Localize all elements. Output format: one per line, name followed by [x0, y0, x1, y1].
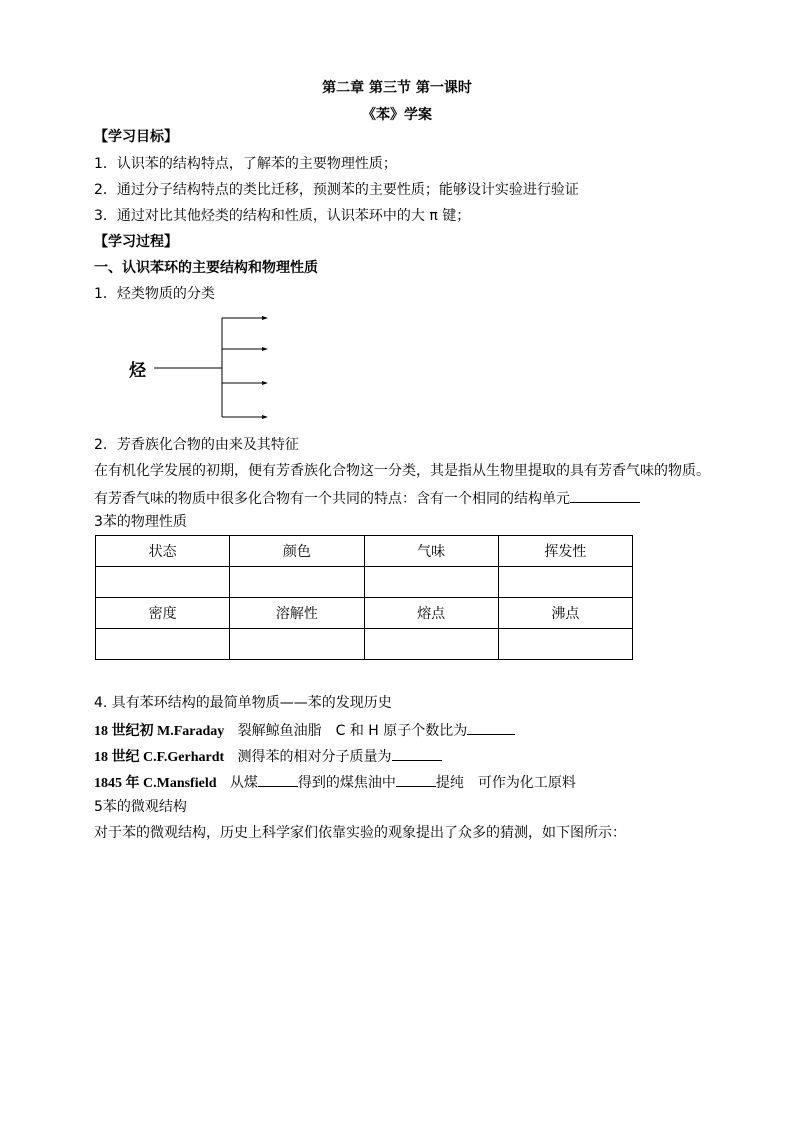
- table-header-cell: 挥发性: [498, 536, 632, 567]
- item-heading: 3苯的物理性质: [94, 514, 187, 530]
- history-line: 1845 年 C.Mansfield 从煤 得到的煤焦油中 提纯 可作为化工原料: [94, 772, 576, 793]
- table-answer-cell[interactable]: [230, 567, 364, 598]
- table-header-cell: 密度: [96, 598, 230, 629]
- hydrocarbon-label: 烃: [129, 361, 146, 381]
- paragraph: 有芳香气味的物质中很多化合物有一个共同的特点：含有一个相同的结构单元: [94, 488, 640, 508]
- classification-diagram: [120, 310, 280, 425]
- table-header-cell: 沸点: [498, 598, 632, 629]
- table-answer-cell[interactable]: [96, 629, 230, 660]
- page-subtitle: 《苯》学案: [362, 107, 432, 123]
- table-answer-cell[interactable]: [364, 629, 498, 660]
- item-heading: 4. 具有苯环结构的最简单物质——苯的发现历史: [94, 695, 392, 711]
- answer-blank[interactable]: [392, 746, 442, 761]
- objective-item: 1．认识苯的结构特点，了解苯的主要物理性质；: [94, 156, 397, 172]
- answer-blank[interactable]: [258, 772, 298, 787]
- table-header-cell: 颜色: [230, 536, 364, 567]
- history-line: 18 世纪 C.F.Gerhardt 测得苯的相对分子质量为: [94, 746, 442, 767]
- item-heading: 2．芳香族化合物的由来及其特征: [94, 437, 299, 453]
- physical-properties-table: [95, 535, 633, 660]
- process-heading: 【学习过程】: [94, 234, 178, 250]
- table-header-cell: 熔点: [364, 598, 498, 629]
- table-row: [96, 567, 633, 598]
- table-answer-cell[interactable]: [498, 629, 632, 660]
- answer-blank[interactable]: [570, 488, 640, 503]
- table-answer-cell[interactable]: [230, 629, 364, 660]
- table-header-cell: 溶解性: [230, 598, 364, 629]
- table-row: [96, 536, 633, 567]
- objectives-heading: 【学习目标】: [94, 129, 178, 145]
- table-answer-cell[interactable]: [364, 567, 498, 598]
- item-heading: 5苯的微观结构: [94, 799, 187, 815]
- answer-blank[interactable]: [467, 720, 515, 735]
- answer-blank[interactable]: [396, 772, 436, 787]
- page-title: 第二章 第三节 第一课时: [322, 80, 472, 96]
- paragraph: 对于苯的微观结构，历史上科学家们依靠实验的观象提出了众多的猜测，如下图所示：: [94, 825, 626, 841]
- objective-item: 2．通过分子结构特点的类比迁移，预测苯的主要性质；能够设计实验进行验证: [94, 182, 579, 198]
- table-answer-cell[interactable]: [498, 567, 632, 598]
- table-answer-cell[interactable]: [96, 567, 230, 598]
- table-row: [96, 629, 633, 660]
- paragraph: 在有机化学发展的初期，便有芳香族化合物这一分类，其是指从生物里提取的具有芳香气味的物质。: [94, 463, 710, 479]
- item-heading: 1．烃类物质的分类: [94, 286, 215, 302]
- objective-item: 3．通过对比其他烃类的结构和性质，认识苯环中的大 π 键；: [94, 208, 471, 224]
- section-heading: 一、认识苯环的主要结构和物理性质: [94, 260, 318, 276]
- table-header-cell: 状态: [96, 536, 230, 567]
- table-row: [96, 598, 633, 629]
- table-header-cell: 气味: [364, 536, 498, 567]
- history-line: 18 世纪初 M.Faraday 裂解鲸鱼油脂 C 和 H 原子个数比为: [94, 720, 515, 741]
